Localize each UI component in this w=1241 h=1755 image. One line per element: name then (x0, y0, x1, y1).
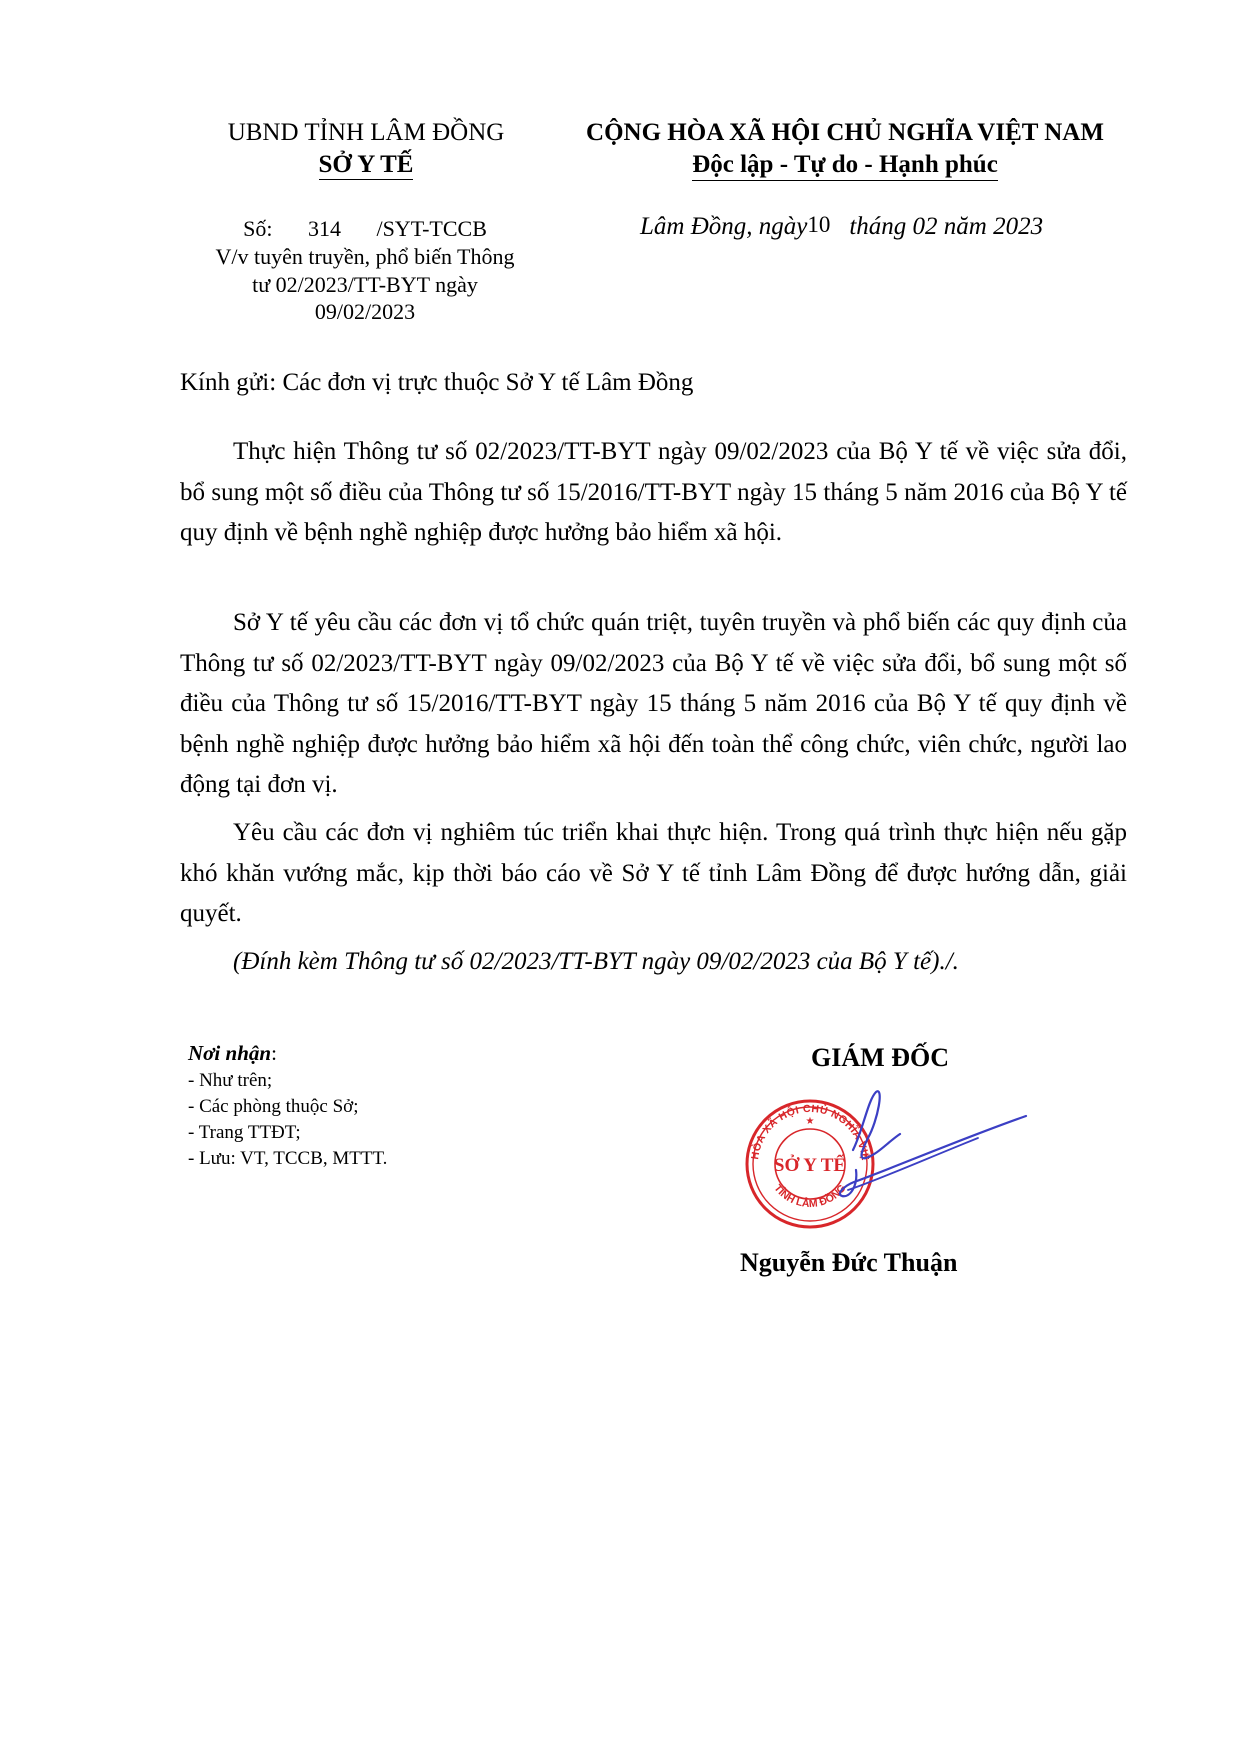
place-prefix: Lâm Đồng, ngày (640, 213, 808, 240)
seal-ring-text: HÒA XÃ HỘI CHỦ NGHĨA VIỆ (749, 1102, 871, 1162)
document-subject-line: tư 02/2023/TT-BYT ngày (252, 271, 478, 297)
recipients-list-item: - Như trên; (188, 1070, 273, 1091)
body-paragraph: Yêu cầu các đơn vị nghiêm túc triển khai thực hiện. Trong quá trình thực hiện nếu gặp khó khăn vướng mắc, kịp thời báo cáo về Sở Y tế tỉnh Lâm Đồng để được hướng dẫn, giải quyết. (180, 819, 1127, 927)
national-title: CỘNG HÒA XÃ HỘI CHỦ NGHĨA VIỆT NAM (586, 119, 1104, 146)
body-paragraph: Thực hiện Thông tư số 02/2023/TT-BYT ngày 09/02/2023 của Bộ Y tế về việc sửa đổi, bổ sung một số điều của Thông tư số 15/2016/TT-BYT ngày 15 tháng 5 năm 2016 của Bộ Y tế quy định về bệnh nghề nghiệp được hưởng bảo hiểm xã hội. (180, 438, 1127, 546)
seal-center-text: SỞ Y TẾ (773, 1155, 847, 1176)
body-paragraph: Sở Y tế yêu cầu các đơn vị tổ chức quán triệt, tuyên truyền và phổ biến các quy định của Thông tư số 02/2023/TT-BYT ngày 09/02/2023 của Bộ Y tế về việc sửa đổi, bổ sung một số điều của Thông tư số 15/2016/TT-BYT ngày 15 tháng 5 năm 2016 của Bộ Y tế quy định về bệnh nghề nghiệp được hưởng bảo hiểm xã hội đến toàn thể công chức, viên chức, người lao động tại đơn vị. (180, 609, 1127, 798)
place-and-date (640, 212, 1140, 242)
issuing-department (180, 150, 552, 180)
date-month-year: tháng 02 năm 2023 (849, 213, 1044, 240)
recipients-label-colon: : (271, 1041, 277, 1065)
national-motto-text: Độc lập - Tự do - Hạnh phúc (692, 151, 998, 181)
issuing-department-text: SỞ Y TẾ (318, 151, 414, 178)
recipients-label (188, 1040, 277, 1066)
seal-star: ★ (805, 1116, 815, 1127)
signer-name: Nguyễn Đức Thuận (740, 1248, 958, 1277)
document-number-prefix: Số: (243, 216, 273, 241)
handwritten-signature (840, 1091, 1026, 1196)
recipients-list-item: - Các phòng thuộc Sở; (188, 1096, 359, 1117)
recipient-line: Kính gửi: Các đơn vị trực thuộc Sở Y tế Lâm Đồng (180, 369, 694, 396)
official-seal-and-signature (738, 1090, 1058, 1240)
document-subject-line: V/v tuyên truyền, phổ biến Thông (215, 244, 515, 269)
document-number-value: 314 (307, 216, 341, 241)
recipients-list-item: - Trang TTĐT; (188, 1122, 301, 1143)
seal-bottom-text: TỈNH LÂM ĐỒNG (771, 1182, 849, 1211)
document-number-suffix: /SYT-TCCB (376, 216, 487, 241)
signer-title: GIÁM ĐỐC (811, 1043, 949, 1072)
recipients-list-item: - Lưu: VT, TCCB, MTTT. (188, 1148, 388, 1169)
recipients-label-text: Nơi nhận (188, 1041, 272, 1065)
attachment-note: (Đính kèm Thông tư số 02/2023/TT-BYT ngày 09/02/2023 của Bộ Y tế)./. (233, 948, 959, 975)
document-subject-line: 09/02/2023 (314, 299, 416, 324)
document-number (185, 215, 545, 242)
issuing-agency: UBND TỈNH LÂM ĐỒNG (227, 119, 505, 146)
national-motto (555, 150, 1135, 180)
document-subject (185, 243, 545, 326)
seal-icon (738, 1090, 1058, 1240)
date-day: 10 (807, 212, 831, 237)
